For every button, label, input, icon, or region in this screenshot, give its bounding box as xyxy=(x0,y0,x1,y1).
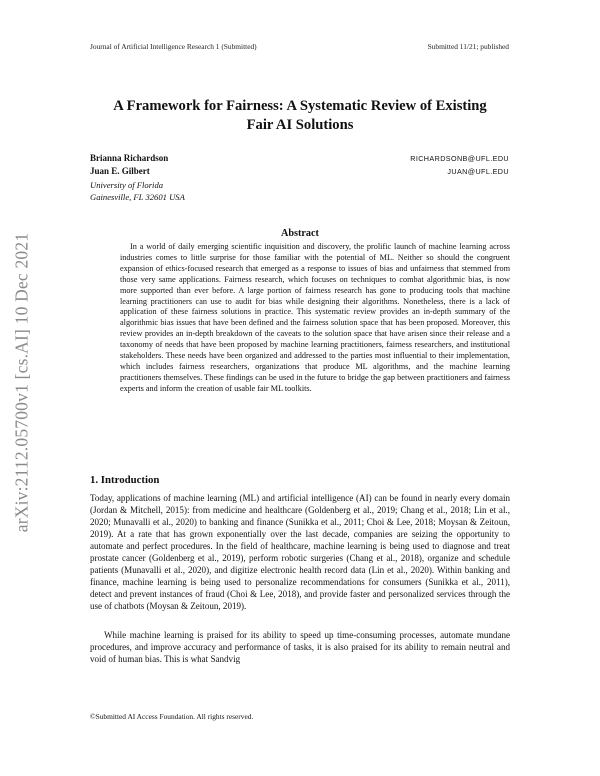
author-name-2: Juan E. Gilbert xyxy=(90,166,150,176)
author-email-1[interactable]: RICHARDSONB@UFL.EDU xyxy=(410,154,509,163)
author-name-1: Brianna Richardson xyxy=(90,153,169,163)
paper-title xyxy=(80,97,520,135)
arxiv-stamp-text: arXiv:2112.05700v1 [cs.AI] 10 Dec 2021 xyxy=(11,232,32,532)
intro-paragraph-2: While machine learning is praised for its ability to speed up time-consuming processes, automate mundane procedures, and improve accuracy and performance of tasks, it is also praised for its ability to remain neutral and void of human bias. This is what Sandvig xyxy=(90,630,510,665)
affiliation-address: Gainesville, FL 32601 USA xyxy=(90,192,185,202)
arxiv-side-stamp xyxy=(4,208,40,556)
author-email-2[interactable]: JUAN@UFL.EDU xyxy=(447,167,509,176)
running-header-submitted: Submitted 11/21; published xyxy=(427,42,509,51)
section-heading-introduction: 1. Introduction xyxy=(90,474,160,486)
intro-paragraph-1: Today, applications of machine learning (ML) and artificial intelligence (AI) can be found in nearly every domain (Jordan & Mitchell, 2015): from medicine and healthcare (Goldenberg et al., 2019; Chang et al., 2018; Lin et al., 2020; Munavalli et al., 2020) to banking and finance (Sunikka et al., 2011; Choi & Lee, 2018; Moysan & Zeitoun, 2019). At a rate that has grown exponentially over the last decade, companies are seizing the opportunity to automate and perfect procedures. In the field of healthcare, machine learning is being used to diagnose and treat prostate cancer (Goldenberg et al., 2019), perform robotic surgeries (Chang et al., 2018), organize and schedule patients (Munavalli et al., 2020), and digitize electronic health record data (Lin et al., 2020). Within banking and finance, machine learning is being used to personalize recommendations for consumers (Sunikka et al., 2011), detect and prevent instances of fraud (Choi & Lee, 2018), and provide faster and personalized services through the use of chatbots (Moysan & Zeitoun, 2019). xyxy=(90,493,510,612)
affiliation-university: University of Florida xyxy=(90,180,164,190)
running-header-journal: Journal of Artificial Intelligence Research 1 (Submitted) xyxy=(90,42,257,51)
paper-title-line-2: Fair AI Solutions xyxy=(246,117,354,133)
abstract-text: In a world of daily emerging scientific inquisition and discovery, the prolific launch of machine learning across industries comes to little surprise for those familiar with the potential of ML. Neither so should the congruent expansion of ethics-focused research that emerged as a response to issues of bias and unfairness that stemmed from those very same applications. Fairness research, which focuses on techniques to combat algorithmic bias, is now more supported than ever before. A large portion of fairness research has gone to producing tools that machine learning practitioners can use to audit for bias while designing their algorithms. Nonetheless, there is a lack of application of these fairness solutions in practice. This systematic review provides an in-depth summary of the algorithmic bias issues that have been defined and the fairness solution space that has been proposed. Moreover, this review provides an in-depth breakdown of the caveats to the solution space that have arisen since their release and a taxonomy of needs that have been proposed by machine learning practitioners, fairness researchers, and institutional stakeholders. These needs have been organized and addressed to the parties most influential to their implementation, which includes fairness researchers, organizations that produce ML algorithms, and the machine learning practitioners themselves. These findings can be used in the future to bridge the gap between practitioners and fairness experts and inform the creation of usable fair ML toolkits. xyxy=(120,242,510,393)
paper-title-line-1: A Framework for Fairness: A Systematic Review of Existing xyxy=(113,98,487,114)
copyright-footer: ©Submitted AI Access Foundation. All rights reserved. xyxy=(90,712,254,721)
abstract-heading: Abstract xyxy=(281,228,319,239)
